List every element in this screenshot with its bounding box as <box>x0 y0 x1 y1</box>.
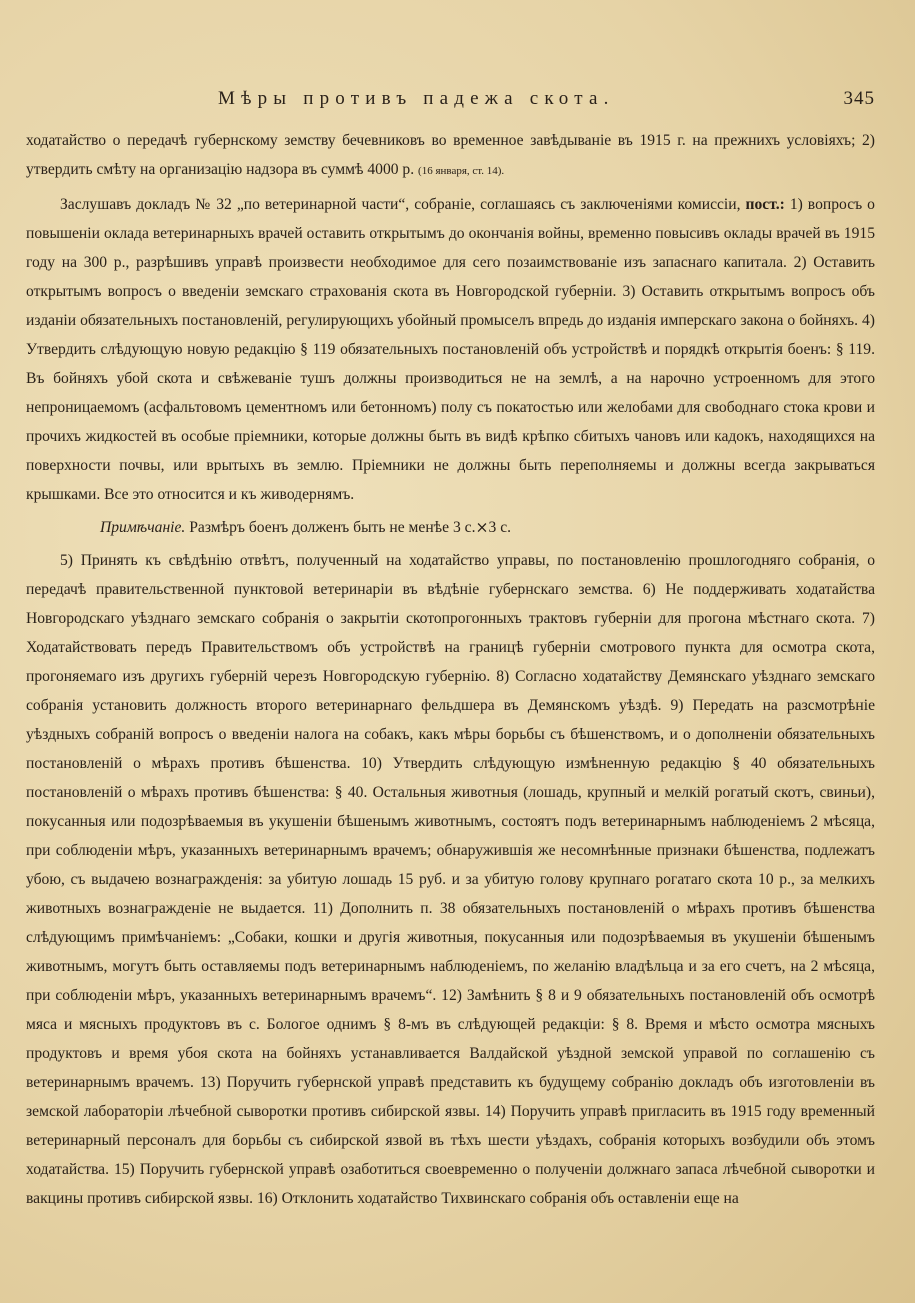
paragraph-1-text: ходатайство о передачѣ губернскому земству бечевниковъ во временное завѣдываніе въ 1915 г. на прежнихъ условіяхъ; 2) утвердить смѣту на организацію надзора въ суммѣ 4000 р. <box>26 132 875 178</box>
paragraph-4-text: 5) Принять къ свѣдѣнію отвѣтъ, полученный на ходатайство управы, по постановленію прошлогодняго собранія, о передачѣ правительственной пунктовой ветеринаріи въ вѣдѣніе губернскаго земства. 6) Не поддерживать ходатайства Новгородскаго уѣзднаго земскаго собранія о закрытіи скотопрогонныхъ трактовъ губерніи для прогона мѣстнаго скота. 7) Ходатайствовать передъ Правительствомъ объ устройствѣ на границѣ губерніи смотрового пункта для осмотра скота, прогоняемаго изъ другихъ губерній черезъ Новгородскую губернію. 8) Согласно ходатайству Демянскаго уѣзднаго земскаго собранія установить должность второго ветеринарнаго фельдшера въ Демянскомъ уѣздѣ. 9) Передать на разсмотрѣніе уѣздныхъ собраній вопросъ о введеніи налога на собакъ, какъ мѣры борьбы съ бѣшенствомъ, и о дополненіи обязательныхъ постановленій о мѣрахъ противъ бѣшенства. 10) Утвердить слѣдующую измѣненную редакцію § 40 обязательныхъ постановленій о мѣрахъ противъ бѣшенства: § 40. Остальныя животныя (лошадь, крупный и мелкій рогатый скотъ, свиньи), покусанныя или подозрѣваемыя въ укушеніи бѣшенымъ животнымъ, состоятъ подъ ветеринарнымъ наблюденіемъ 2 мѣсяца, при соблюденіи мѣръ, указанныхъ ветеринарнымъ врачемъ; обнаружившія же несомнѣнные признаки бѣшенства, подлежатъ убою, съ выдачею вознагражденія: за убитую лошадь 15 руб. и за убитую голову крупнаго рогатаго скота 10 р., за мелкихъ животныхъ вознагражденіе не выдается. 11) Дополнить п. 38 обязательныхъ постановленій о мѣрахъ противъ бѣшенства слѣдующимъ примѣчаніемъ: „Собаки, кошки и другія животныя, покусанныя или подозрѣваемыя въ укушеніи бѣшенымъ животнымъ, могутъ быть оставляемы подъ ветеринарнымъ наблюденіемъ, по желанію владѣльца и за его счетъ, на 2 мѣсяца, при соблюденіи мѣръ, указанныхъ ветеринарнымъ врачемъ“. 12) Замѣнить § 8 и 9 обязательныхъ постановленій объ осмотрѣ мяса и мясныхъ продуктовъ въ с. Бологое однимъ § 8-мъ въ слѣдующей редакціи: § 8. Время и мѣсто осмотра мясныхъ продуктовъ и время убоя скота на бойняхъ устанавливается Валдайской уѣздной земской управой по соглашенію съ ветеринарнымъ врачемъ. 13) Поручить губернской управѣ представить къ будущему собранію докладъ объ изготовленіи въ земской лабораторіи лѣчебной сыворотки противъ сибирской язвы. 14) Поручить управѣ пригласить въ 1915 году временный ветеринарный персоналъ для борьбы съ сибирской язвой въ тѣхъ шести уѣздахъ, собранія которыхъ возбудили объ этомъ ходатайства. 15) Поручить губернской управѣ озаботиться своевременно о полученіи должнаго запаса лѣчебной сыворотки и вакцины противъ сибирской язвы. 16) Отклонить ходатайство Тихвинскаго собранія объ оставленіи еще на <box>26 552 875 1207</box>
page-header <box>26 82 875 122</box>
resolution-label: пост.: <box>745 196 785 213</box>
date-reference: (16 января, ст. 14). <box>418 165 505 177</box>
paragraph-2-lead: Заслушавъ докладъ № 32 „по ветеринарной части“, собраніе, соглашаясь съ заключеніями комиссіи, <box>60 196 741 213</box>
note-text: Размѣръ боенъ долженъ быть не менѣе 3 с.⨯3 с. <box>189 519 512 536</box>
note-label: Примѣчаніе. <box>100 519 186 536</box>
paragraph-1 <box>26 126 875 186</box>
running-title: Мѣры противъ падежа скота. <box>218 88 615 109</box>
page-body <box>26 126 875 1213</box>
paragraph-2 <box>26 190 875 509</box>
paragraph-2-text: 1) вопросъ о повышеніи оклада ветеринарныхъ врачей оставить открытымъ до окончанія войны, временно повысивъ оклады врачей въ 1915 году на 300 р., разрѣшивъ управѣ произвести необходимое для сего позаимствованіе изъ запаснаго капитала. 2) Оставить открытымъ вопросъ о введеніи земскаго страхованія скота въ Новгородской губерніи. 3) Оставить открытымъ вопросъ объ изданіи обязательныхъ постановленій, регулирующихъ убойный промыселъ впредь до изданія имперскаго закона о бойняхъ. 4) Утвердить слѣдующую новую редакцію § 119 обязательныхъ постановленій объ устройствѣ и порядкѣ открытія боенъ: § 119. Въ бойняхъ убой скота и свѣжеваніе тушъ должны производиться не на землѣ, а на нарочно устроенномъ для этого непроницаемомъ (асфальтовомъ цементномъ или бетонномъ) полу съ покатостью или желобами для свободнаго стока крови и прочихъ жидкостей въ особые пріемники, которые должны быть въ видѣ крѣпко сбитыхъ чановъ или кадокъ, находящихся на поверхности почвы, или врытыхъ въ землю. Пріемники не должны быть переполняемы и должны всегда закрываться крышками. Все это относится и къ живодернямъ. <box>26 196 875 503</box>
note-paragraph <box>26 513 875 542</box>
page-number: 345 <box>843 88 875 109</box>
paragraph-4 <box>26 546 875 1213</box>
